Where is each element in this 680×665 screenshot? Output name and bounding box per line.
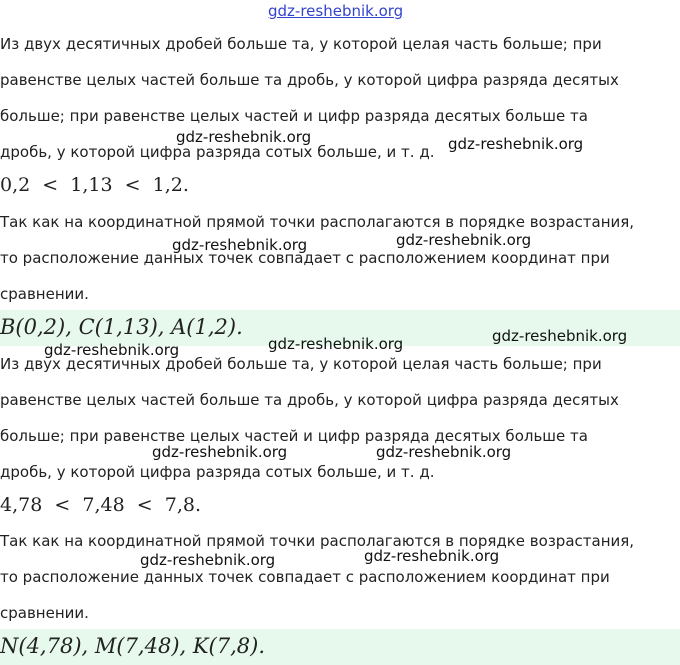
explanation-line-4: Так как на координатной прямой точки располагаются в порядке возрастания, bbox=[0, 532, 635, 550]
rule-line-8: дробь, у которой цифра разряда сотых больше, и т. д. bbox=[0, 463, 435, 481]
rule-line-7: больше; при равенстве целых частей и цифр разряда десятых больше та bbox=[0, 427, 588, 445]
rule-line-1: Из двух десятичных дробей больше та, у которой целая часть больше; при bbox=[0, 35, 602, 53]
inequality-1: 0,2 < 1,13 < 1,2. bbox=[0, 174, 189, 196]
watermark: gdz-reshebnik.org bbox=[140, 551, 276, 569]
watermark: gdz-reshebnik.org bbox=[268, 335, 404, 353]
rule-line-2: равенстве целых частей больше та дробь, у которой цифра разряда десятых bbox=[0, 71, 619, 89]
watermark: gdz-reshebnik.org bbox=[176, 128, 312, 146]
answer-box-2 bbox=[0, 629, 680, 665]
answer-2: N(4,78), M(7,48), K(7,8). bbox=[0, 634, 266, 658]
watermark: gdz-reshebnik.org bbox=[396, 231, 532, 249]
rule-line-5: Из двух десятичных дробей больше та, у которой целая часть больше; при bbox=[0, 355, 602, 373]
watermark: gdz-reshebnik.org bbox=[448, 135, 584, 153]
answer-1: B(0,2), C(1,13), A(1,2). bbox=[0, 315, 243, 339]
explanation-line-2: то расположение данных точек совпадает с расположением координат при bbox=[0, 249, 610, 267]
inequality-2: 4,78 < 7,48 < 7,8. bbox=[0, 494, 202, 516]
rule-line-4: дробь, у которой цифра разряда сотых больше, и т. д. bbox=[0, 143, 435, 161]
watermark: gdz-reshebnik.org bbox=[152, 443, 288, 461]
rule-line-3: больше; при равенстве целых частей и цифр разряда десятых больше та bbox=[0, 107, 588, 125]
watermark: gdz-reshebnik.org bbox=[44, 341, 180, 359]
watermark-top[interactable]: gdz-reshebnik.org bbox=[268, 2, 404, 20]
explanation-line-3: сравнении. bbox=[0, 285, 89, 303]
explanation-line-6: сравнении. bbox=[0, 604, 89, 622]
explanation-line-1: Так как на координатной прямой точки располагаются в порядке возрастания, bbox=[0, 213, 635, 231]
watermark: gdz-reshebnik.org bbox=[172, 236, 308, 254]
watermark: gdz-reshebnik.org bbox=[364, 547, 500, 565]
rule-line-6: равенстве целых частей больше та дробь, у которой цифра разряда десятых bbox=[0, 391, 619, 409]
watermark: gdz-reshebnik.org bbox=[376, 443, 512, 461]
explanation-line-5: то расположение данных точек совпадает с расположением координат при bbox=[0, 568, 610, 586]
watermark: gdz-reshebnik.org bbox=[492, 327, 628, 345]
